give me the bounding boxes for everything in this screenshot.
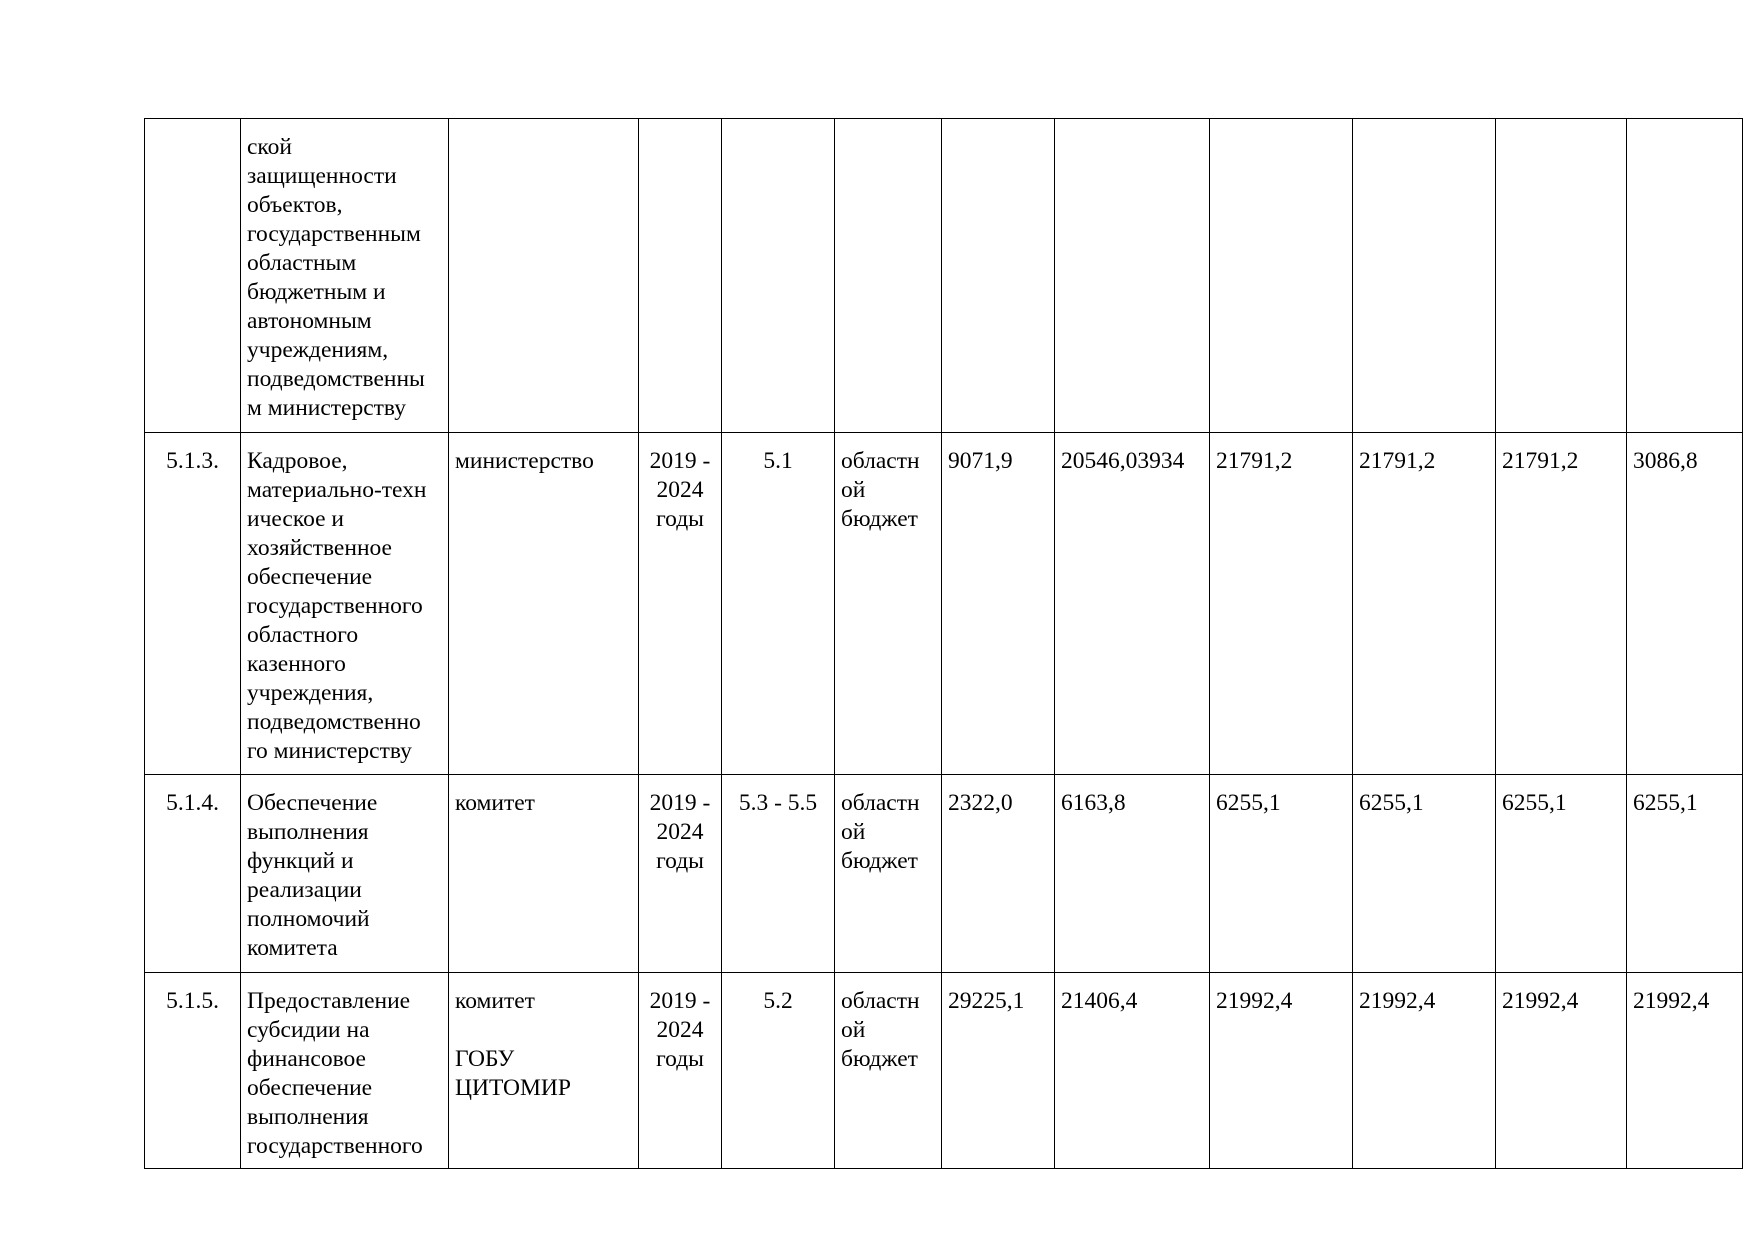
program-measures-table <box>144 118 1743 1169</box>
indicator-cell: 5.1 <box>722 433 835 775</box>
amount-2019-cell: 2322,0 <box>942 775 1055 973</box>
table-row <box>145 973 1743 1169</box>
amount-2024-cell: 3086,8 <box>1627 433 1743 775</box>
indicator-cell: 5.2 <box>722 973 835 1169</box>
amount-2022-cell <box>1353 119 1496 433</box>
amount-2023-cell: 6255,1 <box>1496 775 1627 973</box>
table-row <box>145 119 1743 433</box>
measure-number-cell: 5.1.5. <box>145 973 241 1169</box>
executor-cell <box>449 119 639 433</box>
funding-source-cell <box>835 119 942 433</box>
period-cell: 2019 - 2024 годы <box>639 433 722 775</box>
executor-cell: комитет ГОБУ ЦИТОМИР <box>449 973 639 1169</box>
amount-2019-cell <box>942 119 1055 433</box>
amount-2020-cell <box>1055 119 1210 433</box>
indicator-cell <box>722 119 835 433</box>
amount-2022-cell: 6255,1 <box>1353 775 1496 973</box>
amount-2022-cell: 21791,2 <box>1353 433 1496 775</box>
measure-name-cell: Предоставление субсидии на финансовое обеспечение выполнения государственного <box>241 973 449 1169</box>
amount-2020-cell: 6163,8 <box>1055 775 1210 973</box>
amount-2020-cell: 20546,03934 <box>1055 433 1210 775</box>
table-row <box>145 775 1743 973</box>
funding-source-cell: областн ой бюджет <box>835 433 942 775</box>
amount-2024-cell <box>1627 119 1743 433</box>
amount-2021-cell: 21992,4 <box>1210 973 1353 1169</box>
measure-name-cell: ской защищенности объектов, государственным областным бюджетным и автономным учреждениям, подведомственны м министерству <box>241 119 449 433</box>
amount-2023-cell: 21791,2 <box>1496 433 1627 775</box>
executor-cell: комитет <box>449 775 639 973</box>
amount-2019-cell: 9071,9 <box>942 433 1055 775</box>
amount-2023-cell <box>1496 119 1627 433</box>
amount-2022-cell: 21992,4 <box>1353 973 1496 1169</box>
amount-2024-cell: 6255,1 <box>1627 775 1743 973</box>
amount-2021-cell <box>1210 119 1353 433</box>
measure-name-cell: Обеспечение выполнения функций и реализации полномочий комитета <box>241 775 449 973</box>
amount-2023-cell: 21992,4 <box>1496 973 1627 1169</box>
amount-2024-cell: 21992,4 <box>1627 973 1743 1169</box>
measure-number-cell: 5.1.3. <box>145 433 241 775</box>
funding-source-cell: областн ой бюджет <box>835 973 942 1169</box>
indicator-cell: 5.3 - 5.5 <box>722 775 835 973</box>
measure-number-cell: 5.1.4. <box>145 775 241 973</box>
funding-source-cell: областн ой бюджет <box>835 775 942 973</box>
table-row <box>145 433 1743 775</box>
amount-2021-cell: 21791,2 <box>1210 433 1353 775</box>
executor-cell: министерство <box>449 433 639 775</box>
period-cell: 2019 - 2024 годы <box>639 775 722 973</box>
amount-2019-cell: 29225,1 <box>942 973 1055 1169</box>
amount-2021-cell: 6255,1 <box>1210 775 1353 973</box>
period-cell <box>639 119 722 433</box>
amount-2020-cell: 21406,4 <box>1055 973 1210 1169</box>
measure-name-cell: Кадровое, материально-техн ическое и хозяйственное обеспечение государственного областного казенного учреждения, подведомственно го министерству <box>241 433 449 775</box>
measure-number-cell <box>145 119 241 433</box>
period-cell: 2019 - 2024 годы <box>639 973 722 1169</box>
